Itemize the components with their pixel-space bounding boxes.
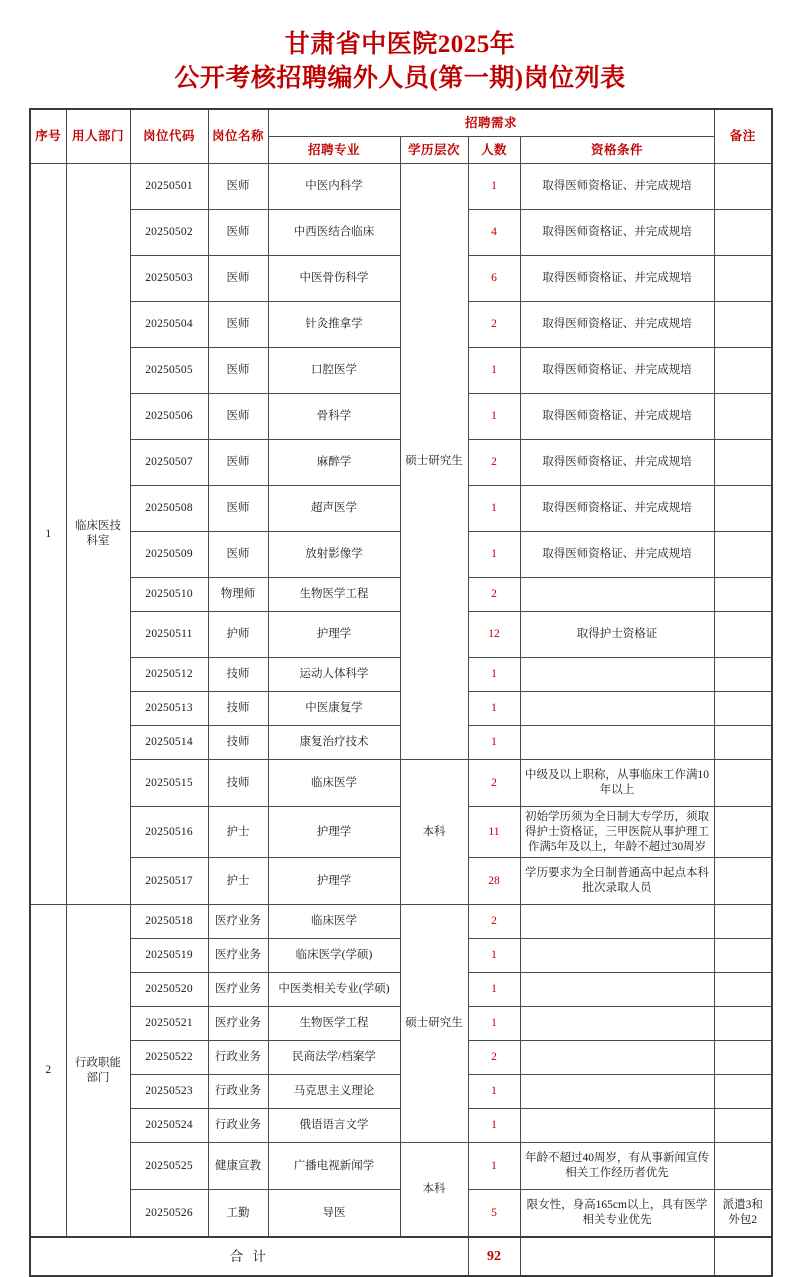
page-title — [0, 0, 800, 96]
row-position-name: 医师 — [208, 210, 268, 256]
row-major: 护理学 — [268, 858, 400, 905]
row-major: 广播电视新闻学 — [268, 1143, 400, 1190]
row-qualification: 取得医师资格证、并完成规培 — [520, 532, 714, 578]
row-position-code: 20250513 — [130, 692, 208, 726]
row-degree-level: 硕士研究生 — [400, 164, 468, 760]
row-position-code: 20250522 — [130, 1041, 208, 1075]
row-headcount: 5 — [468, 1190, 520, 1238]
table-header — [30, 109, 772, 164]
row-qualification — [520, 1109, 714, 1143]
row-degree-level: 本科 — [400, 760, 468, 905]
row-position-code: 20250507 — [130, 440, 208, 486]
table-row — [30, 905, 772, 939]
row-headcount: 2 — [468, 302, 520, 348]
col-header-qualification: 资格条件 — [520, 137, 714, 164]
col-header-seq: 序号 — [30, 109, 66, 164]
row-headcount: 1 — [468, 1143, 520, 1190]
row-position-code: 20250526 — [130, 1190, 208, 1238]
row-qualification — [520, 1075, 714, 1109]
row-qualification: 取得医师资格证、并完成规培 — [520, 164, 714, 210]
row-position-name: 行政业务 — [208, 1075, 268, 1109]
row-qualification — [520, 973, 714, 1007]
row-qualification: 取得医师资格证、并完成规培 — [520, 394, 714, 440]
row-remark — [714, 394, 772, 440]
row-qualification — [520, 692, 714, 726]
row-major: 生物医学工程 — [268, 578, 400, 612]
row-position-code: 20250523 — [130, 1075, 208, 1109]
row-remark — [714, 658, 772, 692]
row-position-code: 20250525 — [130, 1143, 208, 1190]
row-qualification — [520, 939, 714, 973]
row-position-name: 工勤 — [208, 1190, 268, 1238]
row-position-name: 行政业务 — [208, 1109, 268, 1143]
row-major: 护理学 — [268, 612, 400, 658]
header-row-1 — [30, 109, 772, 137]
row-qualification: 年龄不超过40周岁，有从事新闻宣传相关工作经历者优先 — [520, 1143, 714, 1190]
row-major: 骨科学 — [268, 394, 400, 440]
col-header-post: 岗位名称 — [208, 109, 268, 164]
row-qualification: 取得医师资格证、并完成规培 — [520, 440, 714, 486]
row-remark — [714, 612, 772, 658]
col-header-code: 岗位代码 — [130, 109, 208, 164]
row-position-name: 医师 — [208, 302, 268, 348]
row-headcount: 1 — [468, 164, 520, 210]
row-headcount: 28 — [468, 858, 520, 905]
row-headcount: 2 — [468, 440, 520, 486]
row-position-code: 20250515 — [130, 760, 208, 807]
row-major: 民商法学/档案学 — [268, 1041, 400, 1075]
row-position-name: 医疗业务 — [208, 973, 268, 1007]
row-remark — [714, 486, 772, 532]
row-position-code: 20250508 — [130, 486, 208, 532]
row-major: 临床医学 — [268, 905, 400, 939]
row-position-code: 20250504 — [130, 302, 208, 348]
row-qualification — [520, 578, 714, 612]
row-remark — [714, 1075, 772, 1109]
row-position-name: 医师 — [208, 394, 268, 440]
row-major: 放射影像学 — [268, 532, 400, 578]
row-position-code: 20250524 — [130, 1109, 208, 1143]
row-headcount: 1 — [468, 348, 520, 394]
row-headcount: 1 — [468, 1007, 520, 1041]
row-remark — [714, 1041, 772, 1075]
row-qualification — [520, 1041, 714, 1075]
total-count: 92 — [468, 1237, 520, 1276]
row-position-code: 20250511 — [130, 612, 208, 658]
row-position-code: 20250510 — [130, 578, 208, 612]
row-position-code: 20250517 — [130, 858, 208, 905]
row-position-name: 物理师 — [208, 578, 268, 612]
row-position-name: 医疗业务 — [208, 939, 268, 973]
row-position-code: 20250502 — [130, 210, 208, 256]
row-major: 导医 — [268, 1190, 400, 1238]
col-header-dept: 用人部门 — [66, 109, 130, 164]
row-position-code: 20250501 — [130, 164, 208, 210]
row-position-name: 护师 — [208, 612, 268, 658]
row-headcount: 1 — [468, 1075, 520, 1109]
row-headcount: 11 — [468, 807, 520, 858]
row-remark — [714, 440, 772, 486]
row-headcount: 1 — [468, 486, 520, 532]
row-position-name: 医师 — [208, 256, 268, 302]
row-position-name: 医师 — [208, 348, 268, 394]
row-remark — [714, 1007, 772, 1041]
job-table-container — [29, 108, 771, 1277]
row-remark — [714, 210, 772, 256]
row-remark — [714, 726, 772, 760]
row-remark — [714, 1109, 772, 1143]
col-header-degree: 学历层次 — [400, 137, 468, 164]
table-row — [30, 760, 772, 807]
row-headcount: 1 — [468, 532, 520, 578]
row-qualification — [520, 1007, 714, 1041]
row-position-code: 20250503 — [130, 256, 208, 302]
row-position-name: 技师 — [208, 760, 268, 807]
row-headcount: 1 — [468, 394, 520, 440]
row-position-code: 20250505 — [130, 348, 208, 394]
row-position-name: 健康宣教 — [208, 1143, 268, 1190]
row-qualification — [520, 726, 714, 760]
row-sequence-number: 1 — [30, 164, 66, 905]
row-remark — [714, 256, 772, 302]
row-qualification: 初始学历须为全日制大专学历，须取得护士资格证，三甲医院从事护理工作满5年及以上，年龄不超过30周岁 — [520, 807, 714, 858]
row-sequence-number: 2 — [30, 905, 66, 1238]
row-degree-level: 硕士研究生 — [400, 905, 468, 1143]
row-position-name: 护士 — [208, 858, 268, 905]
row-remark — [714, 1143, 772, 1190]
row-remark — [714, 302, 772, 348]
row-qualification: 中级及以上职称，从事临床工作满10年以上 — [520, 760, 714, 807]
row-position-name: 护士 — [208, 807, 268, 858]
row-position-code: 20250516 — [130, 807, 208, 858]
title-line-1: 甘肃省中医院2025年 — [284, 31, 516, 58]
row-remark — [714, 760, 772, 807]
row-major: 中西医结合临床 — [268, 210, 400, 256]
table-footer — [30, 1237, 772, 1276]
row-position-name: 医师 — [208, 440, 268, 486]
row-department: 行政职能部门 — [66, 905, 130, 1238]
row-degree-level: 本科 — [400, 1143, 468, 1238]
row-major: 俄语语言文学 — [268, 1109, 400, 1143]
row-major: 康复治疗技术 — [268, 726, 400, 760]
row-qualification: 取得医师资格证、并完成规培 — [520, 210, 714, 256]
row-position-name: 医师 — [208, 532, 268, 578]
row-headcount: 2 — [468, 760, 520, 807]
row-headcount: 6 — [468, 256, 520, 302]
row-headcount: 2 — [468, 1041, 520, 1075]
row-major: 运动人体科学 — [268, 658, 400, 692]
row-position-name: 医师 — [208, 486, 268, 532]
row-major: 超声医学 — [268, 486, 400, 532]
row-remark — [714, 939, 772, 973]
row-remark — [714, 348, 772, 394]
row-position-code: 20250519 — [130, 939, 208, 973]
row-major: 生物医学工程 — [268, 1007, 400, 1041]
row-headcount: 1 — [468, 658, 520, 692]
row-headcount: 1 — [468, 726, 520, 760]
row-headcount: 1 — [468, 973, 520, 1007]
row-major: 马克思主义理论 — [268, 1075, 400, 1109]
row-major: 中医康复学 — [268, 692, 400, 726]
row-position-name: 技师 — [208, 726, 268, 760]
col-header-demand-group: 招聘需求 — [268, 109, 714, 137]
row-qualification: 限女性，身高165cm以上，具有医学相关专业优先 — [520, 1190, 714, 1238]
row-department: 临床医技科室 — [66, 164, 130, 905]
row-qualification — [520, 905, 714, 939]
row-position-code: 20250521 — [130, 1007, 208, 1041]
row-position-name: 技师 — [208, 692, 268, 726]
row-major: 临床医学(学硕) — [268, 939, 400, 973]
row-position-code: 20250518 — [130, 905, 208, 939]
row-remark — [714, 858, 772, 905]
row-qualification: 取得医师资格证、并完成规培 — [520, 302, 714, 348]
row-position-name: 医疗业务 — [208, 1007, 268, 1041]
row-position-code: 20250509 — [130, 532, 208, 578]
row-major: 麻醉学 — [268, 440, 400, 486]
row-position-name: 医疗业务 — [208, 905, 268, 939]
job-positions-table — [29, 108, 773, 1277]
row-qualification: 取得医师资格证、并完成规培 — [520, 256, 714, 302]
row-remark — [714, 905, 772, 939]
row-major: 临床医学 — [268, 760, 400, 807]
row-remark — [714, 807, 772, 858]
row-position-code: 20250514 — [130, 726, 208, 760]
row-major: 护理学 — [268, 807, 400, 858]
total-remark-blank — [714, 1237, 772, 1276]
row-major: 中医骨伤科学 — [268, 256, 400, 302]
row-remark — [714, 692, 772, 726]
row-major: 针灸推拿学 — [268, 302, 400, 348]
row-headcount: 12 — [468, 612, 520, 658]
total-row — [30, 1237, 772, 1276]
row-headcount: 2 — [468, 578, 520, 612]
row-position-code: 20250520 — [130, 973, 208, 1007]
row-position-code: 20250512 — [130, 658, 208, 692]
row-qualification: 学历要求为全日制普通高中起点本科批次录取人员 — [520, 858, 714, 905]
row-headcount: 4 — [468, 210, 520, 256]
row-remark: 派遣3和外包2 — [714, 1190, 772, 1238]
col-header-count: 人数 — [468, 137, 520, 164]
row-position-name: 技师 — [208, 658, 268, 692]
row-major: 口腔医学 — [268, 348, 400, 394]
row-qualification — [520, 658, 714, 692]
row-remark — [714, 973, 772, 1007]
table-row — [30, 164, 772, 210]
row-remark — [714, 532, 772, 578]
table-row — [30, 1143, 772, 1190]
total-qualification-blank — [520, 1237, 714, 1276]
row-headcount: 2 — [468, 905, 520, 939]
row-position-code: 20250506 — [130, 394, 208, 440]
row-qualification: 取得医师资格证、并完成规培 — [520, 348, 714, 394]
row-qualification: 取得护士资格证 — [520, 612, 714, 658]
total-label: 合 计 — [30, 1237, 468, 1276]
row-major: 中医类相关专业(学硕) — [268, 973, 400, 1007]
row-headcount: 1 — [468, 939, 520, 973]
table-body — [30, 164, 772, 1238]
row-remark — [714, 578, 772, 612]
row-headcount: 1 — [468, 692, 520, 726]
row-position-name: 医师 — [208, 164, 268, 210]
col-header-major: 招聘专业 — [268, 137, 400, 164]
row-remark — [714, 164, 772, 210]
title-line-2: 公开考核招聘编外人员(第一期)岗位列表 — [174, 65, 626, 92]
col-header-remark: 备注 — [714, 109, 772, 164]
row-qualification: 取得医师资格证、并完成规培 — [520, 486, 714, 532]
row-headcount: 1 — [468, 1109, 520, 1143]
row-position-name: 行政业务 — [208, 1041, 268, 1075]
row-major: 中医内科学 — [268, 164, 400, 210]
